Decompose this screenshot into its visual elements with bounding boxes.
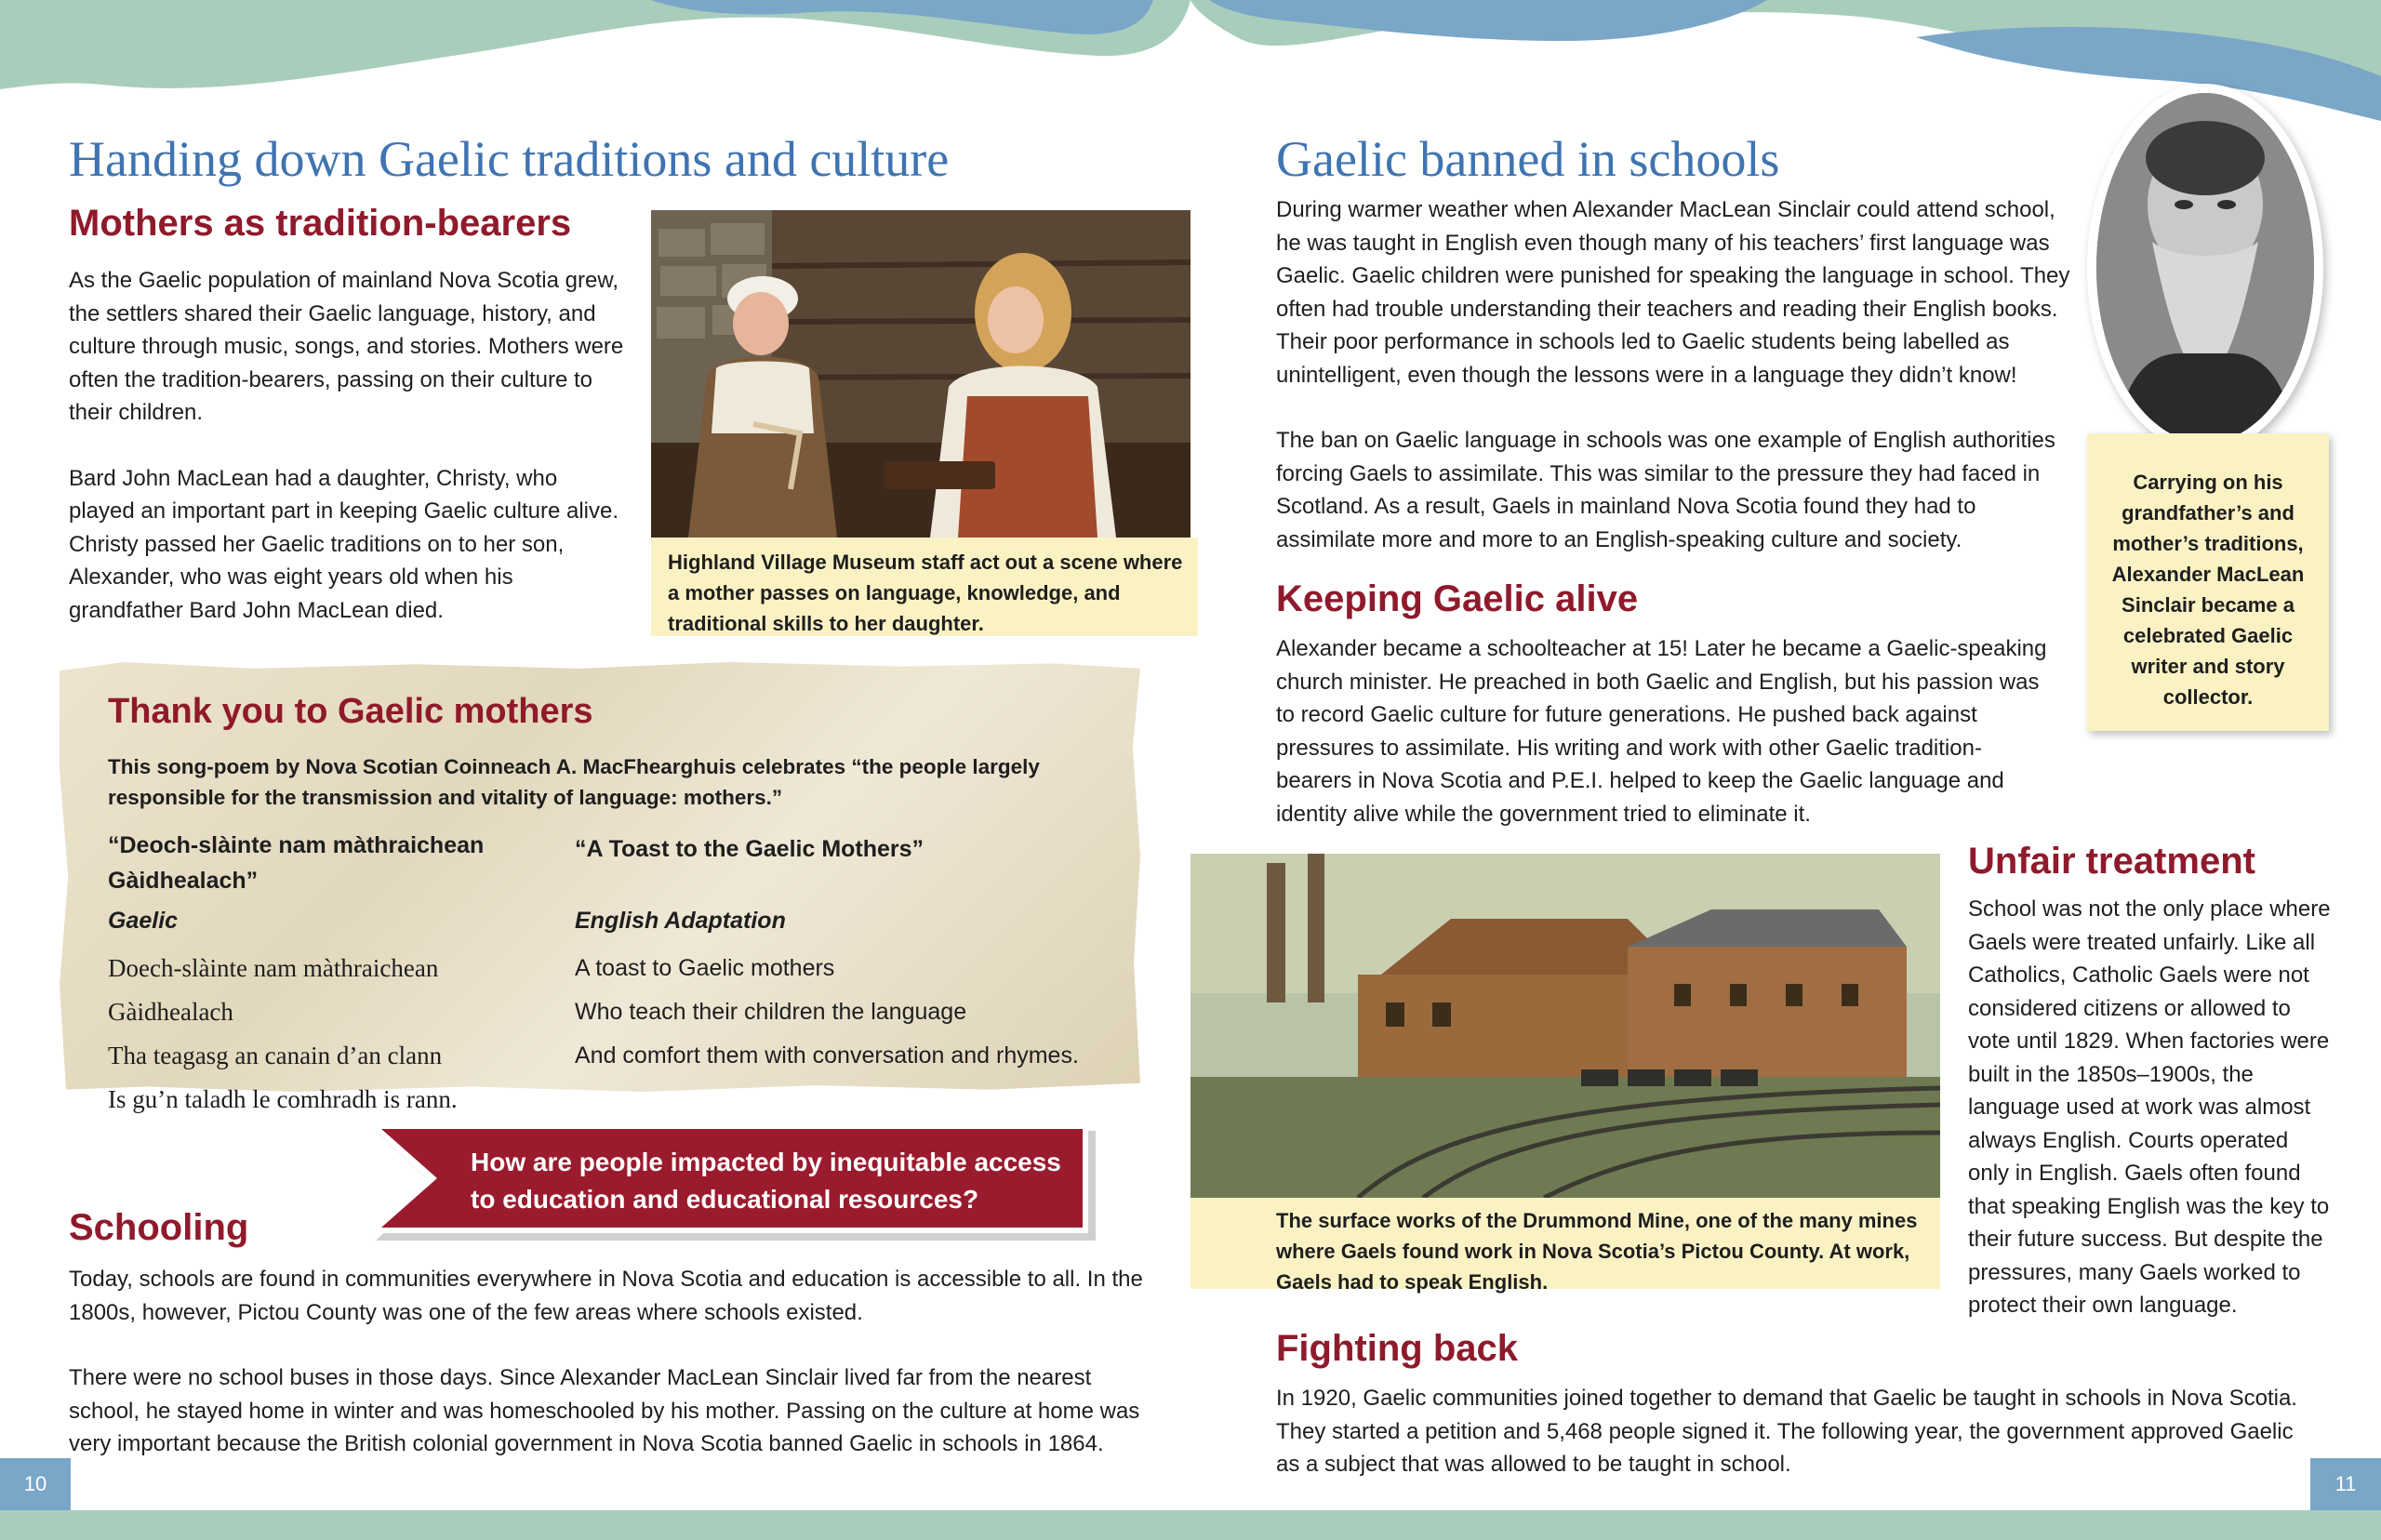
keeping-heading: Keeping Gaelic alive [1276, 578, 1639, 619]
poem-english-title: “A Toast to the Gaelic Mothers” [575, 836, 924, 862]
top-wave-decoration [0, 0, 2381, 149]
keeping-paragraph: Alexander became a schoolteacher at 15! Later he became a Gaelic-speaking church minister. He preached in both Gaelic and English, but his passion was to record Gaelic culture for future generations. He pushed back against pressures to assimilate. His writing and work with other Gaelic tradition-bearers in Nova Scotia and P.E.I. helped to keep the Gaelic language and identity alive while the government tried to eliminate it. [1276, 636, 2047, 827]
poem-heading: Thank you to Gaelic mothers [108, 692, 593, 731]
right-page-title: Gaelic banned in schools [1276, 131, 1780, 187]
sinclair-portrait [2096, 93, 2314, 443]
poem-english-lines [575, 947, 1114, 1078]
banned-paragraph-2: The ban on Gaelic language in schools was one example of English authorities forcing Gaels to assimilate. This was similar to the pressure they had faced in Scotland. As a result, Gaels in mainland Nova Scotia found they had to assimilate more and more to an English-speaking culture and society. [1276, 428, 2055, 552]
mothers-paragraph-2: Bard John MacLean had a daughter, Christy, who played an important part in keeping Gaelic culture alive. Christy passed her Gaelic traditions on to her son, Alexander, who was eight years old when his grandfather Bard John MacLean died. [69, 465, 619, 623]
mothers-heading: Mothers as tradition-bearers [69, 203, 572, 244]
poem-gaelic-line: Is gu’n taladh le comhradh is rann. [108, 1085, 458, 1113]
right-page-number: 11 [2310, 1458, 2381, 1540]
poem-english-line: Who teach their children the language [575, 999, 967, 1025]
unfair-paragraph: School was not the only place where Gaels were treated unfairly. Like all Catholics, Catholic Gaels were not considered citizens or allowed to vote until 1829. When factories were built in the 1850s–1900s, the language used at work was almost always English. Courts operated only in English. Gaels often found that speaking English was the key to their future success. But despite the pressures, many Gaels worked to protect their own language. [1968, 896, 2331, 1318]
schooling-heading: Schooling [69, 1207, 249, 1248]
drummond-mine-photo [1190, 854, 1940, 1198]
mothers-text [69, 264, 627, 659]
highland-village-photo [651, 210, 1190, 538]
left-page-title: Handing down Gaelic traditions and culture [69, 131, 950, 187]
poem-english-line: A toast to Gaelic mothers [575, 955, 835, 981]
poem-gaelic-line: Tha teagasg an canain d’an clann [108, 1042, 443, 1069]
poem-box-content [108, 692, 593, 732]
poem-english-line: And comfort them with conversation and rhymes. [575, 1042, 1079, 1069]
poem-gaelic-label: Gaelic [108, 908, 179, 934]
bottom-bar-decoration [0, 1510, 2381, 1540]
highland-village-caption: Highland Village Museum staff act out a scene where a mother passes on language, knowledge, and traditional skills to her daughter. [651, 538, 1198, 636]
poem-gaelic-title: “Deoch-slàinte nam màthraichean Gàidhealach” [108, 832, 485, 894]
fighting-paragraph: In 1920, Gaelic communities joined together to demand that Gaelic be taught in schools in Nova Scotia. They started a petition and 5,468 people signed it. The following year, the government approved Gaelic as a subject that was allowed to be taught in school. [1276, 1386, 2297, 1477]
poem-english-label: English Adaptation [575, 908, 786, 934]
schooling-paragraph-1: Today, schools are found in communities everywhere in Nova Scotia and education is accessible to all. In the 1800s, however, Pictou County was one of the few areas where schools existed. [69, 1267, 1143, 1325]
left-page-number: 10 [0, 1458, 71, 1540]
highland-village-illustration [651, 210, 1190, 538]
poem-gaelic-lines [108, 947, 564, 1122]
drummond-mine-illustration [1190, 854, 1940, 1198]
unfair-heading: Unfair treatment [1968, 841, 2255, 882]
poem-intro: This song-poem by Nova Scotian Coinneach A. MacFhearghuis celebrates “the people largely responsible for the transmission and vitality of language: mothers.” [108, 755, 1040, 809]
banned-text [1276, 193, 2076, 589]
schooling-paragraph-2: There were no school buses in those days. Since Alexander MacLean Sinclair lived far from the nearest school, he stayed home in winter and was homeschooled by his mother. Passing on the culture at home was very important because the British colonial government in Nova Scotia banned Gaelic in schools in 1864. [69, 1365, 1140, 1456]
schooling-text [69, 1263, 1148, 1494]
drummond-mine-caption: The surface works of the Drummond Mine, one of the many mines where Gaels found work in Nova Scotia’s Pictou County. At work, Gaels had to speak English. [1190, 1198, 1940, 1289]
sinclair-portrait-illustration [2096, 93, 2314, 443]
fighting-heading: Fighting back [1276, 1328, 1518, 1369]
poem-gaelic-line: Doech-slàinte nam màthraichean Gàidhealach [108, 954, 439, 1026]
mothers-paragraph-1: As the Gaelic population of mainland Nova Scotia grew, the settlers shared their Gaelic language, history, and culture through music, songs, and stories. Mothers were often the tradition-bearers, passing on their culture to their children. [69, 268, 624, 425]
portrait-caption: Carrying on his grandfather’s and mother’s traditions, Alexander MacLean Sinclair became a celebrated Gaelic writer and story collector. [2087, 433, 2329, 731]
question-banner-text: How are people impacted by inequitable access to education and educational resources? [471, 1148, 1061, 1214]
banned-paragraph-1: During warmer weather when Alexander MacLean Sinclair could attend school, he was taught in English even though many of his teachers’ first language was Gaelic. Gaelic children were punished for speaking the language in school. They often had trouble understanding their teachers and reading their English books. Their poor performance in schools led to Gaelic students being labelled as unintelligent, even though the lessons were in a language they didn’t know! [1276, 197, 2070, 388]
